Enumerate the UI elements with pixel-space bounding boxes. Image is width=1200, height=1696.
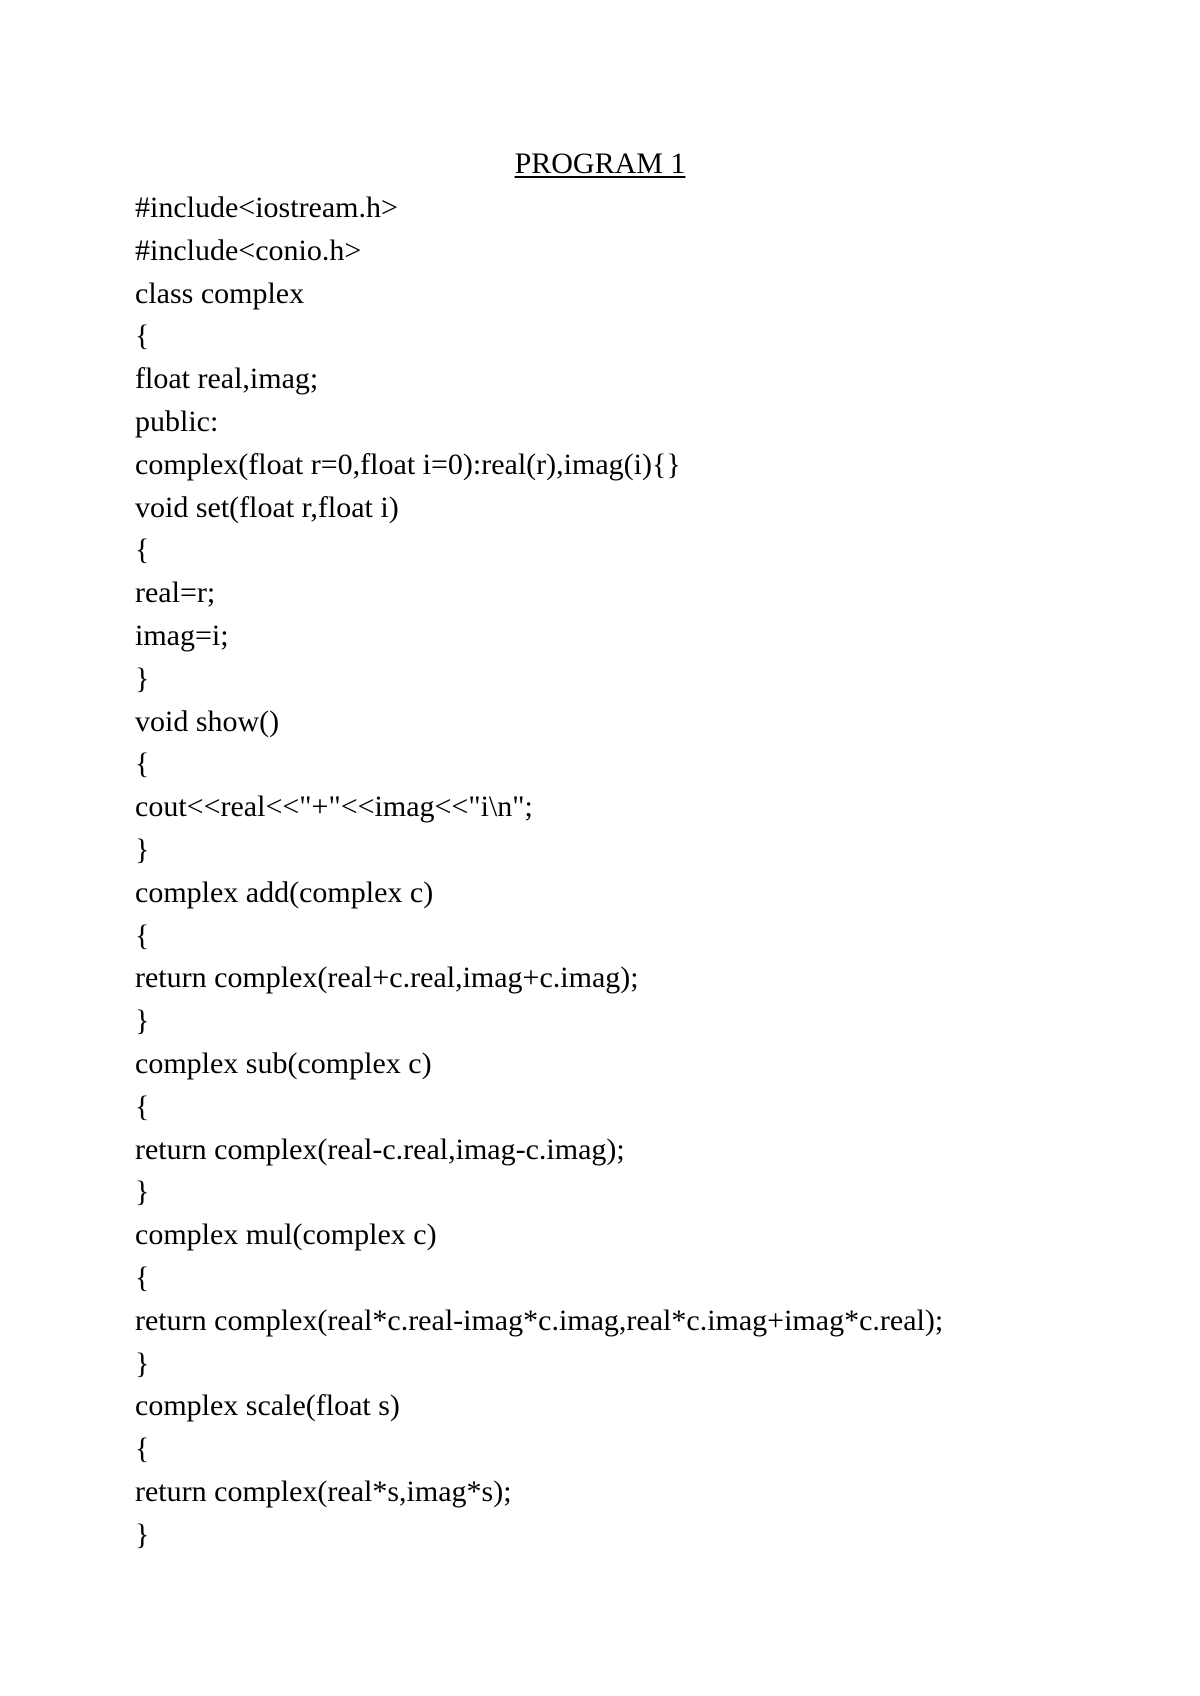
- code-line: }: [135, 1004, 150, 1038]
- code-line: complex(float r=0,float i=0):real(r),imag(i){}: [135, 447, 681, 481]
- code-line: return complex(real-c.real,imag-c.imag);: [135, 1132, 625, 1166]
- code-line: return complex(real*s,imag*s);: [135, 1474, 512, 1508]
- code-line: return complex(real*c.real-imag*c.imag,real*c.imag+imag*c.real);: [135, 1303, 944, 1337]
- code-line: complex add(complex c): [135, 875, 434, 909]
- page-title: PROGRAM 1: [514, 147, 686, 180]
- code-listing: [135, 187, 1135, 1557]
- code-line: {: [135, 1260, 150, 1294]
- code-line: }: [135, 1517, 150, 1551]
- code-line: }: [135, 832, 150, 866]
- code-line: public:: [135, 404, 219, 438]
- code-line: {: [135, 918, 150, 952]
- code-line: void set(float r,float i): [135, 490, 399, 524]
- code-line: void show(): [135, 704, 280, 738]
- code-line: complex scale(float s): [135, 1389, 400, 1423]
- code-line: #include<iostream.h>: [135, 191, 398, 224]
- code-line: real=r;: [135, 576, 216, 610]
- code-line: {: [135, 747, 150, 781]
- code-line: return complex(real+c.real,imag+c.imag);: [135, 961, 639, 995]
- code-line: {: [135, 1432, 150, 1466]
- code-line: {: [135, 1089, 150, 1123]
- code-line: {: [135, 533, 150, 567]
- code-line: #include<conio.h>: [135, 233, 362, 267]
- code-line: }: [135, 661, 150, 695]
- code-line: }: [135, 1175, 150, 1209]
- code-line: {: [135, 319, 150, 353]
- code-line: cout<<real<<"+"<<imag<<"i\n";: [135, 790, 533, 824]
- code-line: class complex: [135, 276, 305, 310]
- code-line: imag=i;: [135, 618, 229, 652]
- code-line: }: [135, 1346, 150, 1380]
- code-line: complex mul(complex c): [135, 1218, 437, 1252]
- code-line: float real,imag;: [135, 362, 319, 396]
- code-line: complex sub(complex c): [135, 1046, 432, 1080]
